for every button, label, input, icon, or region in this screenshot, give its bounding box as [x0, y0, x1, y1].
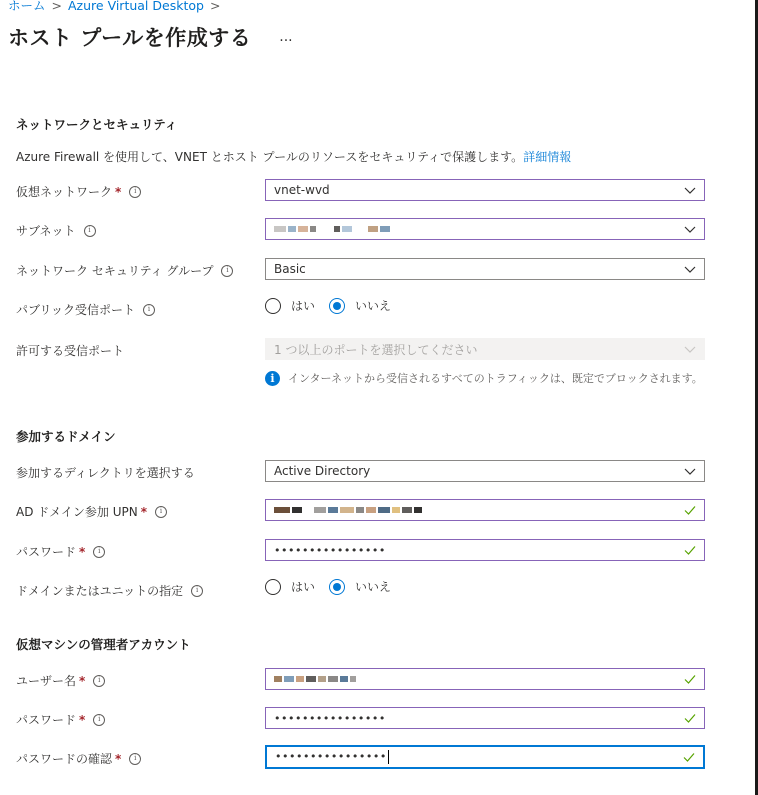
directory-dropdown[interactable]	[265, 460, 705, 482]
nsg-label-text: ネットワーク セキュリティ グループ	[16, 264, 214, 278]
vnet-value: vnet-wvd	[274, 183, 330, 197]
more-info-link[interactable]: 詳細情報	[523, 150, 572, 164]
confirm-password-value: ••••••••••••••••	[275, 750, 387, 763]
admin-password-label-text: パスワード	[16, 713, 77, 727]
domain-section-title: 参加するドメイン	[16, 429, 116, 444]
nsg-dropdown[interactable]	[265, 258, 705, 280]
info-icon: i	[265, 371, 280, 386]
vnet-label-text: 仮想ネットワーク	[16, 185, 113, 199]
nsg-label	[16, 262, 233, 279]
domain-password-label	[16, 543, 105, 560]
username-value-redacted	[274, 675, 684, 683]
required-marker: *	[140, 504, 147, 519]
no-label: いいえ	[355, 580, 392, 594]
chevron-down-icon	[684, 184, 696, 196]
vnet-dropdown[interactable]	[265, 179, 705, 201]
vnet-label	[16, 183, 141, 200]
required-marker: *	[79, 544, 86, 559]
redacted-value	[274, 225, 684, 233]
required-marker: *	[115, 751, 122, 766]
info-icon[interactable]: i	[155, 506, 167, 518]
confirm-password-label-text: パスワードの確認	[16, 752, 113, 766]
ou-yes-radio[interactable]	[265, 579, 281, 595]
network-description-text: Azure Firewall を使用して、VNET とホスト プールのリソースをセキュリティで保護します。	[16, 150, 524, 164]
public-ports-radio-group	[265, 297, 405, 314]
text-caret	[388, 750, 389, 764]
public-ports-no-radio[interactable]	[329, 298, 345, 314]
checkmark-icon	[684, 544, 696, 556]
admin-password-value: ••••••••••••••••	[274, 711, 386, 725]
chevron-down-icon	[684, 223, 696, 235]
public-ports-label-text: パブリック受信ポート	[16, 303, 136, 317]
page-title: ホスト プールを作成する	[8, 26, 252, 50]
username-input[interactable]	[265, 668, 705, 690]
info-icon[interactable]: i	[129, 186, 141, 198]
breadcrumb-home[interactable]: ホーム	[8, 0, 46, 13]
upn-label	[16, 503, 167, 520]
username-label-text: ユーザー名	[16, 674, 77, 688]
info-icon[interactable]: i	[221, 265, 233, 277]
checkmark-icon	[684, 673, 696, 685]
info-icon[interactable]: i	[93, 675, 105, 687]
public-ports-yes-radio[interactable]	[265, 298, 281, 314]
admin-password-label	[16, 711, 105, 728]
breadcrumb-parent[interactable]: Azure Virtual Desktop	[68, 0, 204, 13]
info-icon[interactable]: i	[93, 714, 105, 726]
info-icon[interactable]: i	[143, 304, 155, 316]
admin-section-title: 仮想マシンの管理者アカウント	[16, 637, 191, 652]
admin-password-input[interactable]	[265, 707, 705, 729]
ou-label	[16, 582, 203, 599]
ou-no-radio[interactable]	[329, 579, 345, 595]
directory-label: 参加するディレクトリを選択する	[16, 466, 195, 480]
info-icon[interactable]: i	[93, 546, 105, 558]
chevron-down-icon	[684, 465, 696, 477]
required-marker: *	[115, 184, 122, 199]
no-label: いいえ	[355, 299, 392, 313]
confirm-password-value-wrap	[275, 750, 683, 764]
checkmark-icon	[684, 712, 696, 724]
ou-radio-group	[265, 578, 405, 595]
public-ports-label	[16, 301, 155, 318]
subnet-label-text: サブネット	[16, 224, 76, 238]
yes-label: はい	[291, 299, 316, 313]
info-icon[interactable]: i	[129, 753, 141, 765]
required-marker: *	[79, 712, 86, 727]
allowed-ports-placeholder: 1 つ以上のポートを選択してください	[274, 342, 478, 357]
redacted-value	[274, 506, 684, 514]
nsg-value: Basic	[274, 262, 306, 276]
network-description	[16, 148, 571, 165]
redacted-value	[274, 675, 684, 683]
subnet-dropdown[interactable]	[265, 218, 705, 240]
notice-text: インターネットから受信されるすべてのトラフィックは、既定でブロックされます。	[288, 372, 703, 385]
directory-value: Active Directory	[274, 464, 371, 478]
network-section-title: ネットワークとセキュリティ	[16, 117, 178, 132]
domain-password-input[interactable]	[265, 539, 705, 561]
checkmark-icon	[683, 751, 695, 763]
allowed-ports-label: 許可する受信ポート	[16, 344, 125, 358]
upn-label-text: AD ドメイン参加 UPN	[16, 505, 138, 519]
username-label	[16, 672, 105, 689]
confirm-password-label	[16, 750, 141, 767]
upn-input[interactable]	[265, 499, 705, 521]
chevron-down-icon	[684, 343, 696, 355]
chevron-down-icon	[684, 263, 696, 275]
yes-label: はい	[291, 580, 316, 594]
upn-value-redacted	[274, 506, 684, 514]
breadcrumb	[8, 0, 226, 14]
info-icon[interactable]: i	[191, 585, 203, 597]
required-marker: *	[79, 673, 86, 688]
confirm-password-input[interactable]	[265, 745, 705, 769]
breadcrumb-separator: >	[51, 0, 62, 13]
info-icon[interactable]: i	[84, 225, 96, 237]
inbound-blocked-notice	[265, 370, 703, 386]
domain-password-label-text: パスワード	[16, 545, 77, 559]
more-options-button[interactable]: ...	[279, 29, 293, 45]
subnet-value-redacted	[274, 225, 684, 233]
title-row	[8, 22, 293, 52]
checkmark-icon	[684, 504, 696, 516]
allowed-ports-dropdown	[265, 338, 705, 360]
breadcrumb-separator: >	[209, 0, 221, 13]
ou-label-text: ドメインまたはユニットの指定	[16, 584, 184, 598]
domain-password-value: ••••••••••••••••	[274, 543, 386, 557]
subnet-label	[16, 222, 96, 239]
